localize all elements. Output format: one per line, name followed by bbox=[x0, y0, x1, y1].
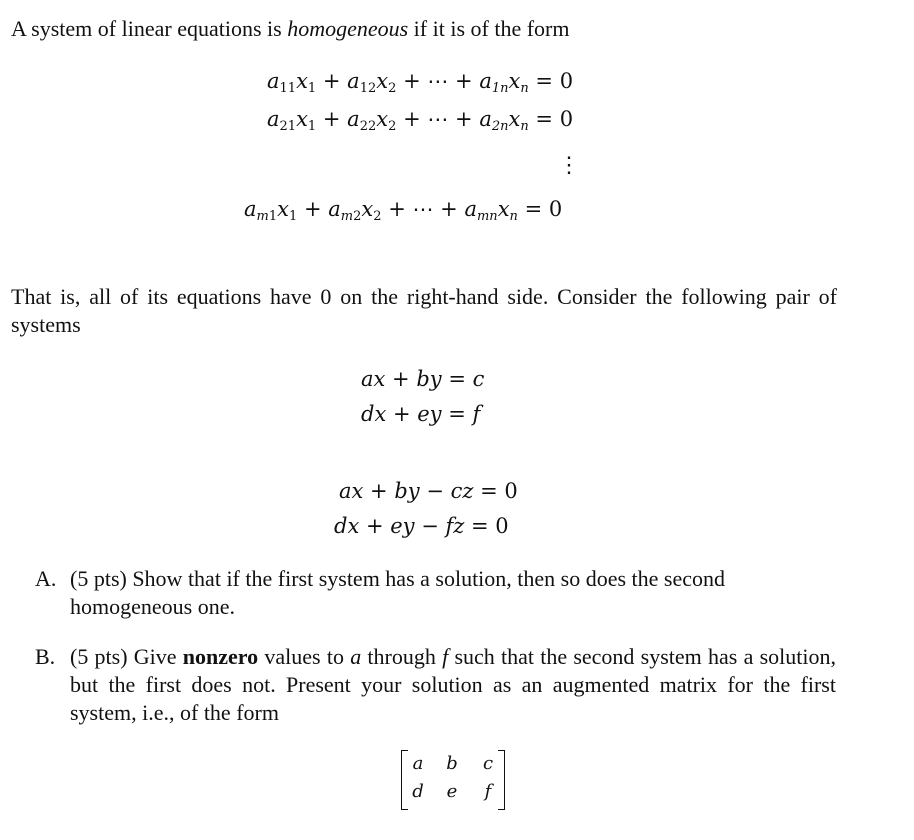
intro-term: homogeneous bbox=[287, 16, 409, 41]
system1-eq-2: dx + ey = f bbox=[361, 402, 481, 426]
intro-line bbox=[11, 15, 569, 43]
vertical-ellipsis: ⋮ bbox=[558, 153, 580, 178]
system2-eq-2: dx + ey − fz = 0 bbox=[334, 514, 509, 538]
item-a-label: A. bbox=[35, 566, 57, 591]
matrix-right-bracket bbox=[498, 750, 505, 810]
paragraph-consider: That is, all of its equations have 0 on the right-hand side. Consider the following pair of systems bbox=[11, 284, 837, 337]
matrix-cell: b bbox=[446, 753, 458, 774]
item-a-text: (5 pts) Show that if the first system has a solution, then so does the second homogeneous one. bbox=[70, 566, 726, 619]
intro-suffix: if it is of the form bbox=[408, 16, 570, 41]
matrix-cell: c bbox=[482, 753, 494, 774]
matrix-cell: d bbox=[412, 781, 424, 802]
augmented-matrix bbox=[401, 750, 505, 808]
matrix-cell: a bbox=[412, 753, 424, 774]
matrix-cell: f bbox=[484, 781, 492, 802]
matrix-left-bracket bbox=[401, 750, 408, 810]
system1-eq-1: ax + by = c bbox=[361, 367, 485, 391]
item-b-bold: nonzero bbox=[182, 644, 259, 669]
matrix-cell: e bbox=[446, 781, 458, 802]
general-eq-m: $a_{m1}x_1 + a_{m2}x_2$ + ⋯ + $a_{mn}x_n = 0$ bbox=[244, 197, 563, 224]
item-b-label: B. bbox=[35, 644, 56, 669]
system2-eq-1: ax + by − cz = 0 bbox=[339, 479, 518, 503]
item-b-text: (5 pts) Give nonzero values to a through f such that the second system has a solution, but the first does not. Present your solution as an augmented matrix for the first system, i.e., of the form bbox=[70, 644, 836, 725]
general-eq-2: $a_{21}x_1 + a_{22}x_2$ + ⋯ + $a_{2n}x_n = 0$ bbox=[267, 107, 574, 134]
intro-prefix: A system of linear equations is bbox=[11, 16, 288, 41]
general-eq-1: $a_{11}x_1 + a_{12}x_2$ + ⋯ + $a_{1n}x_n = 0$ bbox=[267, 69, 574, 96]
